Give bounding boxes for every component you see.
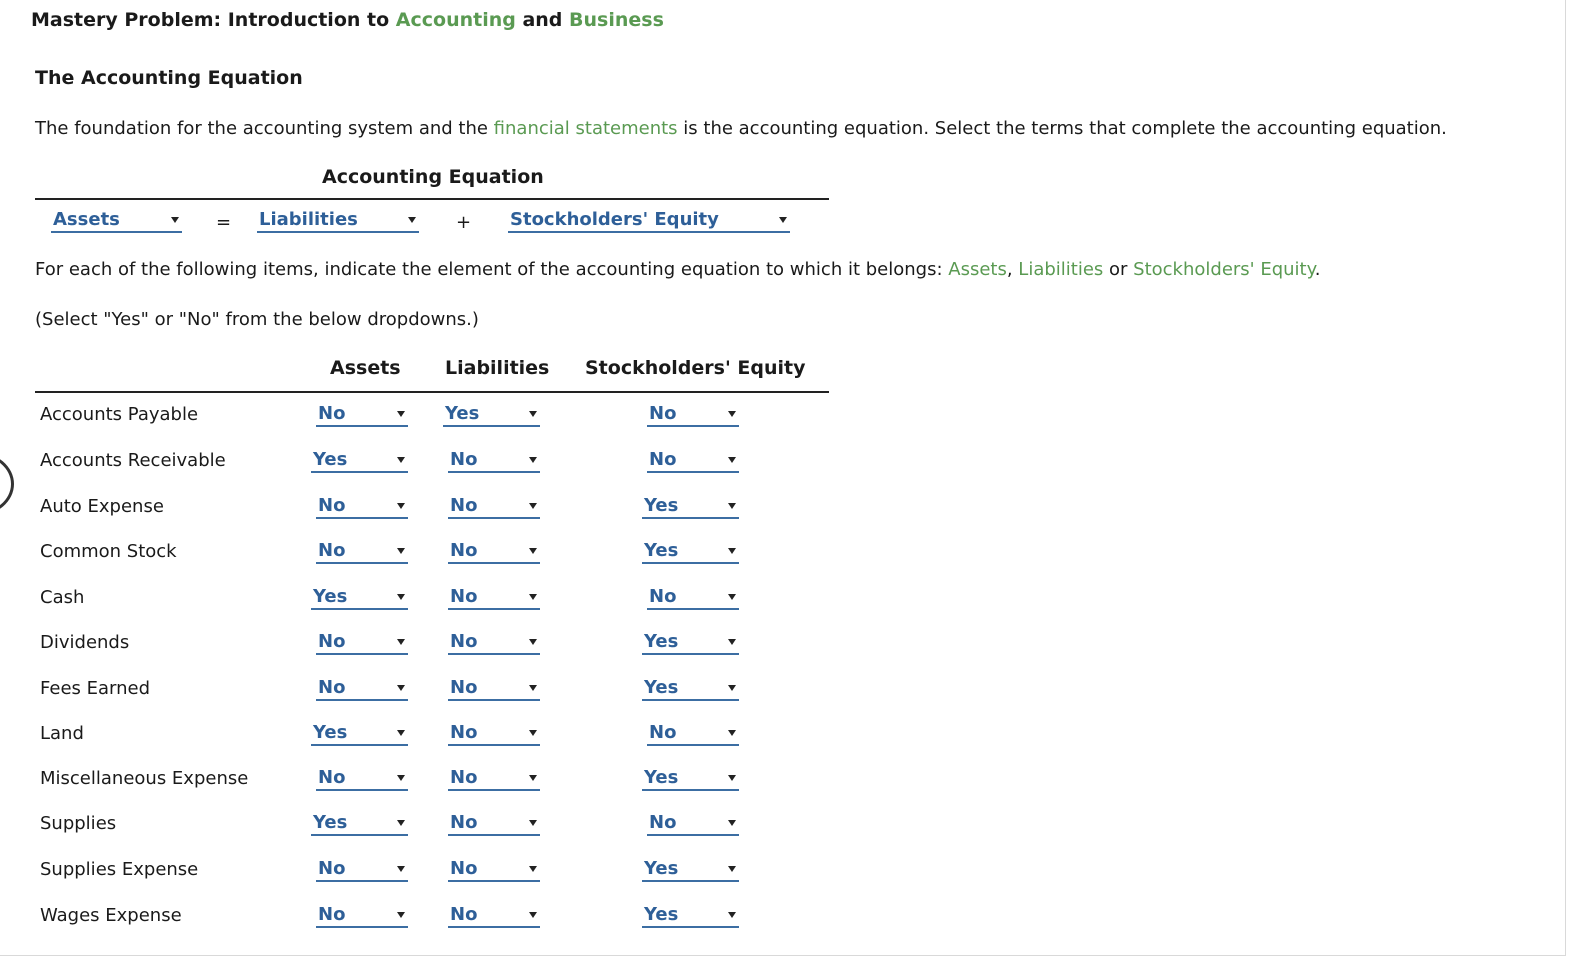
select-value: No xyxy=(649,586,677,607)
caret-down-icon xyxy=(728,866,736,872)
caret-down-icon xyxy=(397,820,405,826)
row-label: Supplies xyxy=(40,813,117,834)
column-header-assets: Assets xyxy=(330,357,401,379)
equation-left-select[interactable] xyxy=(51,209,182,233)
assets-select[interactable] xyxy=(311,722,408,746)
select-value: Stockholders' Equity xyxy=(510,209,719,230)
stockholders-equity-link[interactable]: Stockholders' Equity xyxy=(1133,259,1315,280)
caret-down-icon xyxy=(397,639,405,645)
equation-rule xyxy=(35,198,829,200)
caret-down-icon xyxy=(728,730,736,736)
caret-down-icon xyxy=(529,775,537,781)
row-label: Wages Expense xyxy=(40,905,182,926)
instruction-or: or xyxy=(1103,259,1134,280)
equation-right-select[interactable] xyxy=(508,209,790,233)
caret-down-icon xyxy=(728,411,736,417)
select-value: No xyxy=(649,403,677,424)
select-value: No xyxy=(450,449,478,470)
table-rule xyxy=(35,391,829,393)
caret-down-icon xyxy=(397,457,405,463)
select-value: No xyxy=(450,631,478,652)
caret-down-icon xyxy=(397,594,405,600)
select-value: No xyxy=(450,858,478,879)
assets-select[interactable] xyxy=(316,540,408,564)
equity-select[interactable] xyxy=(642,540,739,564)
page-title xyxy=(31,9,664,31)
liabilities-select[interactable] xyxy=(448,677,540,701)
assets-select[interactable] xyxy=(316,767,408,791)
caret-down-icon xyxy=(728,912,736,918)
equity-select[interactable] xyxy=(642,495,739,519)
caret-down-icon xyxy=(529,411,537,417)
liabilities-link[interactable]: Liabilities xyxy=(1018,259,1104,280)
select-value: Yes xyxy=(445,403,480,424)
select-value: Yes xyxy=(313,722,348,743)
select-note: (Select "Yes" or "No" from the below dropdowns.) xyxy=(35,309,479,330)
select-value: Yes xyxy=(644,858,679,879)
select-value: No xyxy=(649,722,677,743)
liabilities-select[interactable] xyxy=(448,767,540,791)
caret-down-icon xyxy=(529,594,537,600)
caret-down-icon xyxy=(397,912,405,918)
equity-select[interactable] xyxy=(647,586,739,610)
caret-down-icon xyxy=(529,457,537,463)
equity-select[interactable] xyxy=(647,403,739,427)
intro-text: The foundation for the accounting system and the xyxy=(35,118,494,139)
select-value: No xyxy=(318,858,346,879)
caret-down-icon xyxy=(529,685,537,691)
liabilities-select[interactable] xyxy=(448,495,540,519)
equity-select[interactable] xyxy=(647,449,739,473)
select-value: Yes xyxy=(644,677,679,698)
instruction-comma: , xyxy=(1006,259,1019,280)
liabilities-select[interactable] xyxy=(448,858,540,882)
select-value: Assets xyxy=(53,209,120,230)
caret-down-icon xyxy=(529,730,537,736)
row-label: Accounts Receivable xyxy=(40,450,226,471)
caret-down-icon xyxy=(397,775,405,781)
select-value: Yes xyxy=(644,540,679,561)
caret-down-icon xyxy=(397,685,405,691)
select-value: No xyxy=(450,677,478,698)
assets-select[interactable] xyxy=(311,449,408,473)
row-label: Miscellaneous Expense xyxy=(40,768,249,789)
equity-select[interactable] xyxy=(647,812,739,836)
equity-select[interactable] xyxy=(642,858,739,882)
row-label: Land xyxy=(40,723,84,744)
caret-down-icon xyxy=(529,820,537,826)
select-value: No xyxy=(450,722,478,743)
assets-select[interactable] xyxy=(316,858,408,882)
liabilities-select[interactable] xyxy=(448,586,540,610)
select-value: Liabilities xyxy=(259,209,358,230)
caret-down-icon xyxy=(728,548,736,554)
select-value: Yes xyxy=(313,586,348,607)
select-value: Yes xyxy=(313,812,348,833)
select-value: No xyxy=(318,540,346,561)
caret-down-icon xyxy=(397,411,405,417)
liabilities-select[interactable] xyxy=(448,812,540,836)
row-label: Dividends xyxy=(40,632,130,653)
caret-down-icon xyxy=(408,217,416,223)
assets-select[interactable] xyxy=(316,677,408,701)
accounting-link[interactable]: Accounting xyxy=(395,9,516,31)
caret-down-icon xyxy=(728,639,736,645)
column-header-liabilities: Liabilities xyxy=(445,357,550,379)
section-title: The Accounting Equation xyxy=(35,67,303,89)
caret-down-icon xyxy=(728,820,736,826)
equals-sign: = xyxy=(216,212,232,233)
select-value: No xyxy=(318,631,346,652)
select-value: No xyxy=(450,586,478,607)
select-value: No xyxy=(318,495,346,516)
select-value: Yes xyxy=(644,495,679,516)
caret-down-icon xyxy=(397,548,405,554)
assets-select[interactable] xyxy=(316,904,408,928)
assets-select[interactable] xyxy=(316,495,408,519)
instruction-text: For each of the following items, indicate the element of the accounting equation to which it belongs: xyxy=(35,259,949,280)
row-label: Fees Earned xyxy=(40,678,151,699)
assets-select[interactable] xyxy=(311,586,408,610)
business-link[interactable]: Business xyxy=(569,9,664,31)
liabilities-select[interactable] xyxy=(448,904,540,928)
liabilities-select[interactable] xyxy=(448,449,540,473)
select-value: Yes xyxy=(644,631,679,652)
caret-down-icon xyxy=(529,548,537,554)
plus-sign: + xyxy=(456,212,472,233)
column-header-equity: Stockholders' Equity xyxy=(585,357,806,379)
caret-down-icon xyxy=(397,866,405,872)
caret-down-icon xyxy=(529,503,537,509)
select-value: No xyxy=(649,449,677,470)
equity-select[interactable] xyxy=(647,722,739,746)
caret-down-icon xyxy=(728,503,736,509)
equity-select[interactable] xyxy=(642,767,739,791)
intro-text-end: is the accounting equation. Select the terms that complete the accounting equation. xyxy=(677,118,1447,139)
select-value: Yes xyxy=(313,449,348,470)
title-text: Mastery Problem: Introduction to xyxy=(31,9,396,31)
liabilities-select[interactable] xyxy=(448,631,540,655)
select-value: No xyxy=(318,767,346,788)
row-label: Cash xyxy=(40,587,85,608)
caret-down-icon xyxy=(529,866,537,872)
equation-middle-select[interactable] xyxy=(257,209,419,233)
caret-down-icon xyxy=(529,639,537,645)
select-value: No xyxy=(450,540,478,561)
select-value: No xyxy=(318,677,346,698)
equity-select[interactable] xyxy=(642,904,739,928)
caret-down-icon xyxy=(529,912,537,918)
row-label: Accounts Payable xyxy=(40,404,199,425)
select-value: No xyxy=(450,812,478,833)
equation-heading: Accounting Equation xyxy=(322,166,544,188)
assets-link[interactable]: Assets xyxy=(948,259,1007,280)
caret-down-icon xyxy=(728,685,736,691)
select-value: No xyxy=(450,495,478,516)
caret-down-icon xyxy=(171,217,179,223)
instruction-paragraph xyxy=(35,259,1320,280)
select-value: No xyxy=(318,403,346,424)
select-value: No xyxy=(318,904,346,925)
assets-select[interactable] xyxy=(316,631,408,655)
select-value: No xyxy=(649,812,677,833)
select-value: No xyxy=(450,904,478,925)
equity-select[interactable] xyxy=(642,677,739,701)
caret-down-icon xyxy=(397,730,405,736)
caret-down-icon xyxy=(397,503,405,509)
caret-down-icon xyxy=(728,594,736,600)
caret-down-icon xyxy=(779,217,787,223)
equity-select[interactable] xyxy=(642,631,739,655)
intro-paragraph xyxy=(35,118,1447,139)
row-label: Auto Expense xyxy=(40,496,164,517)
select-value: Yes xyxy=(644,767,679,788)
assets-select[interactable] xyxy=(316,403,408,427)
financial-statements-link[interactable]: financial statements xyxy=(493,118,678,139)
liabilities-select[interactable] xyxy=(443,403,540,427)
liabilities-select[interactable] xyxy=(448,540,540,564)
caret-down-icon xyxy=(728,457,736,463)
liabilities-select[interactable] xyxy=(448,722,540,746)
title-and: and xyxy=(515,9,570,31)
instruction-end: . xyxy=(1314,259,1321,280)
caret-down-icon xyxy=(728,775,736,781)
row-label: Supplies Expense xyxy=(40,859,199,880)
select-value: No xyxy=(450,767,478,788)
row-label: Common Stock xyxy=(40,541,177,562)
assets-select[interactable] xyxy=(311,812,408,836)
select-value: Yes xyxy=(644,904,679,925)
